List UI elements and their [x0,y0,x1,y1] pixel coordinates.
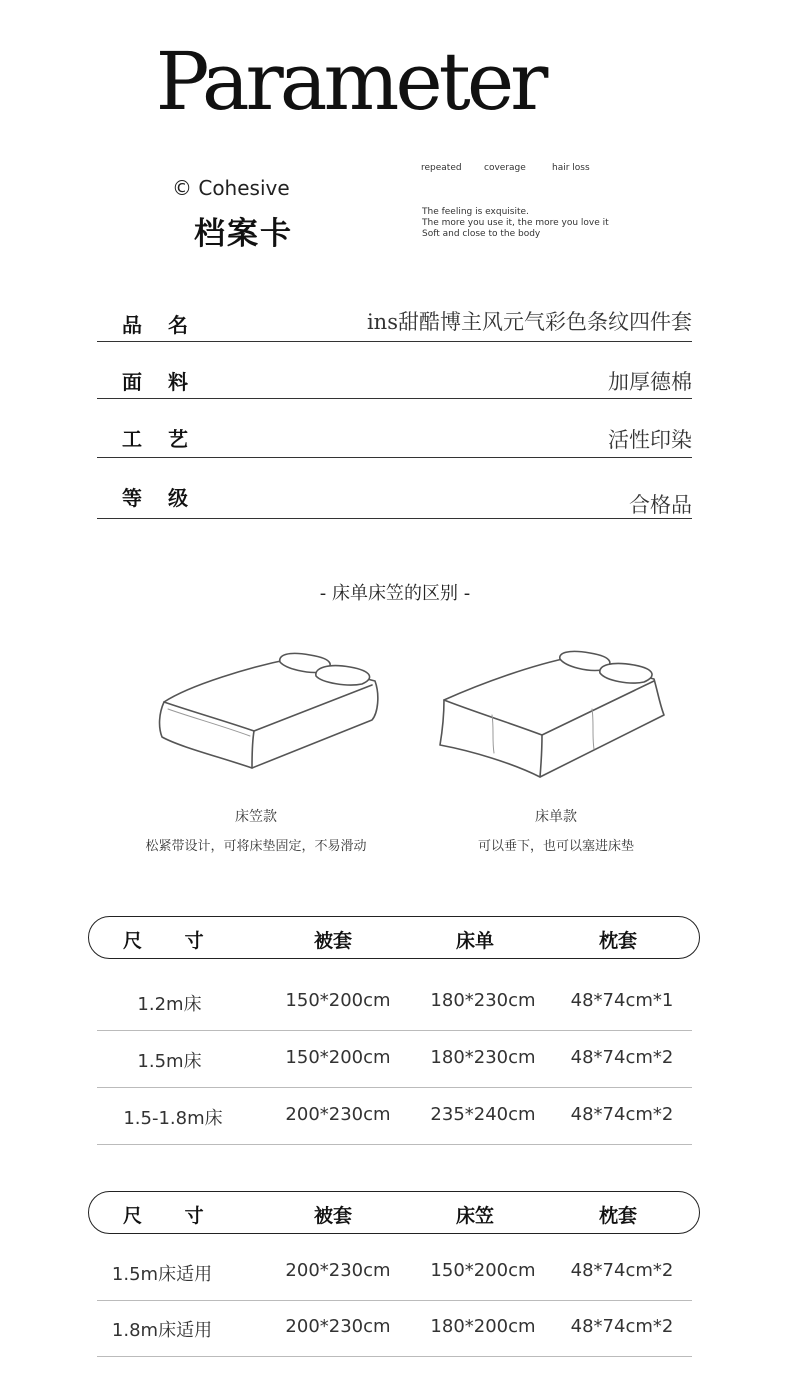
table-cell: 48*74cm*1 [570,990,674,1011]
table-cell: 180*200cm [430,1316,536,1337]
table-row [97,1088,692,1145]
tag-item: repeated [421,163,462,173]
tagline-line: The feeling is exquisite. [422,207,529,217]
header-size: 尺 寸 [123,930,222,952]
spec-row-name [97,298,692,342]
header-size: 尺 寸 [123,1205,222,1227]
brand-name: © Cohesive [172,176,290,200]
table-row [97,974,692,1031]
flat-sheet-desc: 可以垂下，也可以塞进床垫 [477,839,634,854]
header-duvet: 被套 [314,930,353,952]
table-row [97,1300,692,1357]
table-cell: 1.8m床适用 [111,1320,213,1341]
header-pillowcase: 枕套 [599,1205,638,1227]
table-cell: 48*74cm*2 [570,1260,674,1281]
spec-label: 品名 [122,313,214,337]
table-cell: 48*74cm*2 [570,1316,674,1337]
size-table-header [88,1191,700,1234]
fitted-sheet-label: 床笠款 [235,809,277,825]
section-title: - 床单床笠的区别 - [319,583,471,604]
page-title: Parameter [155,35,545,128]
table-row [97,1031,692,1088]
table-cell: 48*74cm*2 [570,1047,674,1068]
spec-value: 加厚德棉 [608,370,692,394]
table-cell: 235*240cm [430,1104,536,1125]
spec-row-craft [97,398,692,458]
spec-label: 等级 [122,486,214,510]
table-cell: 48*74cm*2 [570,1104,674,1125]
table-cell: 200*230cm [285,1316,391,1337]
table-cell: 1.2m床 [137,994,202,1015]
table-cell: 200*230cm [285,1104,391,1125]
header-sheet: 床单 [456,930,495,952]
table-cell: 180*230cm [430,1047,536,1068]
spec-value: 活性印染 [608,428,692,452]
spec-value: 合格品 [629,493,692,517]
tag-item: hair loss [552,163,590,173]
spec-value: ins甜酷博主风元气彩色条纹四件套 [366,310,692,334]
spec-row-fabric [97,341,692,399]
tag-item: coverage [484,163,526,173]
header-fitted-sheet: 床笠 [456,1205,495,1227]
fitted-sheet-icon [150,645,390,780]
table-cell: 150*200cm [285,1047,391,1068]
flat-sheet-icon [432,645,672,785]
fitted-sheet-desc: 松紧带设计，可将床垫固定，不易滑动 [145,839,367,854]
size-table-header [88,916,700,959]
spec-label: 面料 [122,370,214,394]
table-cell: 200*230cm [285,1260,391,1281]
table-cell: 1.5-1.8m床 [123,1108,223,1129]
flat-sheet-label: 床单款 [535,809,577,825]
tagline-line: Soft and close to the body [422,229,541,239]
table-cell: 150*200cm [285,990,391,1011]
table-row [97,1244,692,1301]
brand-subtitle: 档案卡 [194,216,293,252]
table-cell: 180*230cm [430,990,536,1011]
table-cell: 1.5m床 [137,1051,202,1072]
spec-row-grade [97,457,692,519]
header-duvet: 被套 [314,1205,353,1227]
spec-label: 工艺 [122,427,214,451]
header-pillowcase: 枕套 [599,930,638,952]
table-cell: 150*200cm [430,1260,536,1281]
tagline [422,207,609,240]
table-cell: 1.5m床适用 [111,1264,213,1285]
tagline-line: The more you use it, the more you love it [422,218,609,228]
